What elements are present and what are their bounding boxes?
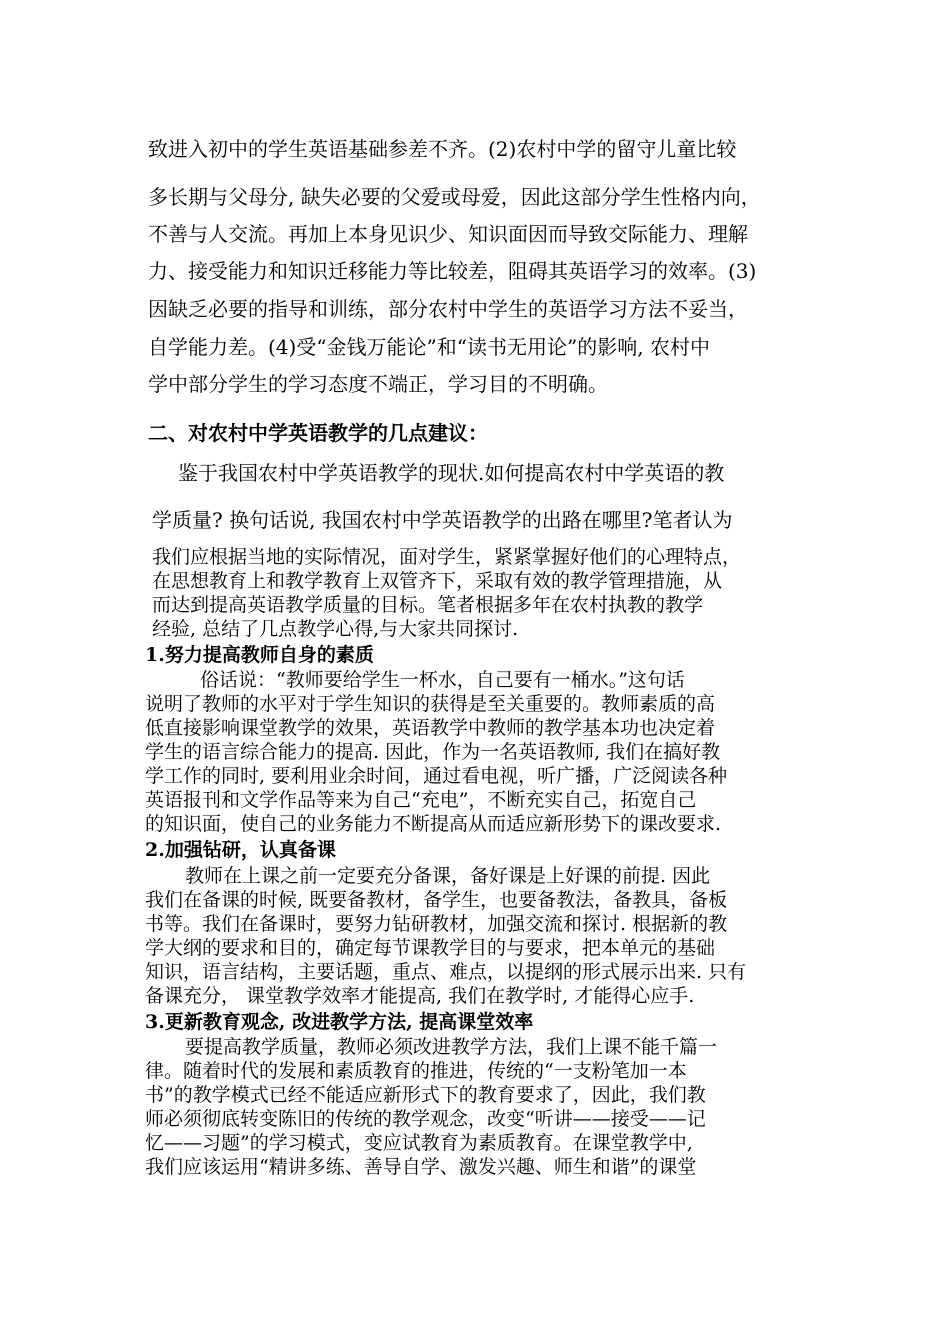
paragraph-line: 致进入初中的学生英语基础参差不齐。(2)农村中学的留守儿童比较 bbox=[148, 137, 737, 161]
paragraph-line: 教师在上课之前一定要充分备课，备好课是上好课的前提. 因此 bbox=[185, 865, 711, 887]
paragraph-line: 学工作的同时, 要利用业余时间，通过看电视，听广播，广泛阅读各种 bbox=[145, 765, 728, 787]
paragraph-line: 忆——习题”的学习模式，变应试教育为素质教育。在课堂教学中, bbox=[145, 1132, 693, 1154]
paragraph-line: 学生的语言综合能力的提高. 因此，作为一名英语教师, 我们在搞好教 bbox=[145, 741, 721, 763]
paragraph-line: 不善与人交流。再加上本身见识少、知识面因而导致交际能力、理解 bbox=[148, 222, 748, 246]
paragraph-line: 自学能力差。(4)受“金钱万能论”和“读书无用论”的影响, 农村中 bbox=[148, 335, 710, 359]
paragraph-line: 律。随着时代的发展和素质教育的推进，传统的“一支粉笔加一本 bbox=[145, 1060, 687, 1082]
paragraph-line: 学质量? 换句话说, 我国农村中学英语教学的出路在哪里?笔者认为 bbox=[152, 508, 733, 532]
paragraph-line: 鉴于我国农村中学英语教学的现状.如何提高农村中学英语的教 bbox=[178, 461, 725, 485]
paragraph-line: 力、接受能力和知识迁移能力等比较差，阻碍其英语学习的效率。(3) bbox=[148, 259, 757, 283]
paragraph-line: 说明了教师的水平对于学生知识的获得是至关重要的。教师素质的高 bbox=[145, 693, 716, 715]
section-heading: 二、对农村中学英语教学的几点建议： bbox=[148, 421, 488, 445]
paragraph-line: 多长期与父母分, 缺失必要的父爱或母爱，因此这部分学生性格内向， bbox=[148, 185, 761, 209]
paragraph-line: 师必须彻底转变陈旧的传统的教学观念，改变“听讲——接受——记 bbox=[145, 1108, 706, 1130]
paragraph-line: 经验, 总结了几点教学心得,与大家共同探讨. bbox=[152, 618, 519, 640]
paragraph-line: 书”的教学模式已经不能适应新形式下的教育要求了，因此，我们教 bbox=[145, 1084, 706, 1106]
paragraph-line: 学大纲的要求和目的，确定每节课教学目的与要求，把本单元的基础 bbox=[145, 937, 716, 959]
paragraph-line: 我们应根据当地的实际情况，面对学生，紧紧掌握好他们的心理特点， bbox=[152, 546, 742, 568]
paragraph-line: 我们在备课的时候, 既要备教材，备学生，也要备教法，备教具，备板 bbox=[145, 889, 728, 911]
paragraph-line: 俗话说：“教师要给学生一杯水，自己要有一桶水。”这句话 bbox=[200, 669, 685, 691]
paragraph-line: 低直接影响课堂教学的效果，英语教学中教师的教学基本功也决定着 bbox=[145, 717, 716, 739]
paragraph-line: 因缺乏必要的指导和训练，部分农村中学生的英语学习方法不妥当， bbox=[148, 297, 748, 321]
paragraph-line: 的知识面，使自己的业务能力不断提高从而适应新形势下的课改要求. bbox=[145, 813, 722, 835]
paragraph-line: 我们应该运用“精讲多练、善导自学、激发兴趣、师生和谐”的课堂 bbox=[145, 1156, 697, 1178]
subsection-heading: 3.更新教育观念, 改进教学方法, 提高课堂效率 bbox=[145, 1011, 534, 1033]
paragraph-line: 要提高教学质量，教师必须改进教学方法，我们上课不能千篇一 bbox=[185, 1036, 718, 1058]
paragraph-line: 学中部分学生的学习态度不端正，学习目的不明确。 bbox=[148, 372, 608, 396]
subsection-heading: 1.努力提高教师自身的素质 bbox=[145, 644, 374, 666]
paragraph-line: 而达到提高英语教学质量的目标。笔者根据多年在农村执教的教学 bbox=[152, 594, 704, 616]
paragraph-line: 英语报刊和文学作品等来为自己“充电”，不断充实自己，拓宽自己 bbox=[145, 789, 697, 811]
paragraph-line: 知识，语言结构，主要话题，重点、难点，以提纲的形式展示出来. 只有 bbox=[145, 961, 747, 983]
paragraph-line: 书等。我们在备课时，要努力钻研教材，加强交流和探讨. 根据新的教 bbox=[145, 913, 728, 935]
paragraph-line: 在思想教育上和教学教育上双管齐下，采取有效的教学管理措施，从 bbox=[152, 570, 723, 592]
paragraph-line: 备课充分， 课堂教学效率才能提高, 我们在教学时, 才能得心应手. bbox=[145, 985, 695, 1007]
subsection-heading: 2.加强钻研，认真备课 bbox=[145, 839, 336, 861]
